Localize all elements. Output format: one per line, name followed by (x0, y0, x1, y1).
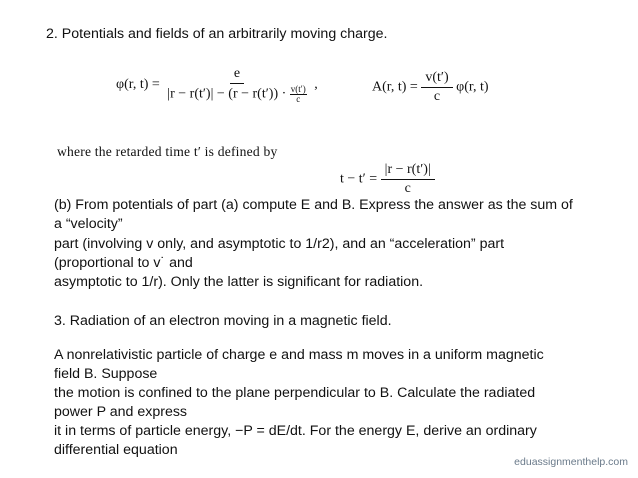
A-lhs: A(r, t) = (372, 79, 418, 95)
part-b-line: (proportional to v˙ and (54, 255, 193, 271)
retarded-lhs: t − t′ = (340, 171, 378, 187)
part-3-line: it in terms of particle energy, −P = dE/dt. For the energy E, derive an ordinary (54, 423, 537, 439)
phi-fraction (163, 66, 310, 104)
part-3-line: field B. Suppose (54, 366, 158, 382)
retarded-numerator: |r − r(t′)| (381, 162, 435, 180)
section-2-heading: 2. Potentials and fields of an arbitrarily moving charge. (46, 26, 388, 42)
v-over-c-den: c (296, 94, 301, 104)
retarded-denominator: c (404, 181, 411, 196)
part-b-line: a “velocity” (54, 216, 123, 232)
retarded-time-equation (340, 162, 435, 197)
part-3-line: differential equation (54, 442, 178, 458)
A-denominator: c (433, 89, 441, 104)
retarded-fraction (381, 162, 435, 197)
phi-lhs: φ(r, t) = (116, 77, 160, 93)
A-rhs: φ(r, t) (456, 79, 489, 95)
section-3-heading: 3. Radiation of an electron moving in a magnetic field. (54, 313, 392, 329)
part-b-line: part (involving v only, and asymptotic to 1/r2), and an “acceleration” part (54, 236, 505, 252)
part-b-line: (b) From potentials of part (a) compute E and B. Express the answer as the sum of (54, 197, 573, 213)
part-3-line: the motion is confined to the plane perpendicular to B. Calculate the radiated (54, 385, 536, 401)
A-numerator: v(t′) (421, 70, 452, 88)
part-3-line: power P and express (54, 404, 188, 420)
phi-denominator (163, 84, 310, 104)
v-over-c-num: v(t′) (290, 84, 306, 94)
equation-comma: , (314, 77, 318, 93)
v-over-c (290, 85, 307, 104)
phi-numerator: e (230, 66, 244, 84)
A-equation (372, 70, 489, 105)
part-3-line: A nonrelativistic particle of charge e and mass m moves in a uniform magnetic (54, 347, 544, 363)
phi-den-text: |r − r(t′)| − (r − r(t′)) · (167, 86, 287, 102)
A-fraction (421, 70, 452, 105)
retarded-time-text: where the retarded time t′ is defined by (57, 144, 278, 159)
part-b-line: asymptotic to 1/r). Only the latter is significant for radiation. (54, 274, 424, 290)
phi-equation (116, 66, 318, 104)
site-watermark: eduassignmenthelp.com (514, 456, 628, 468)
